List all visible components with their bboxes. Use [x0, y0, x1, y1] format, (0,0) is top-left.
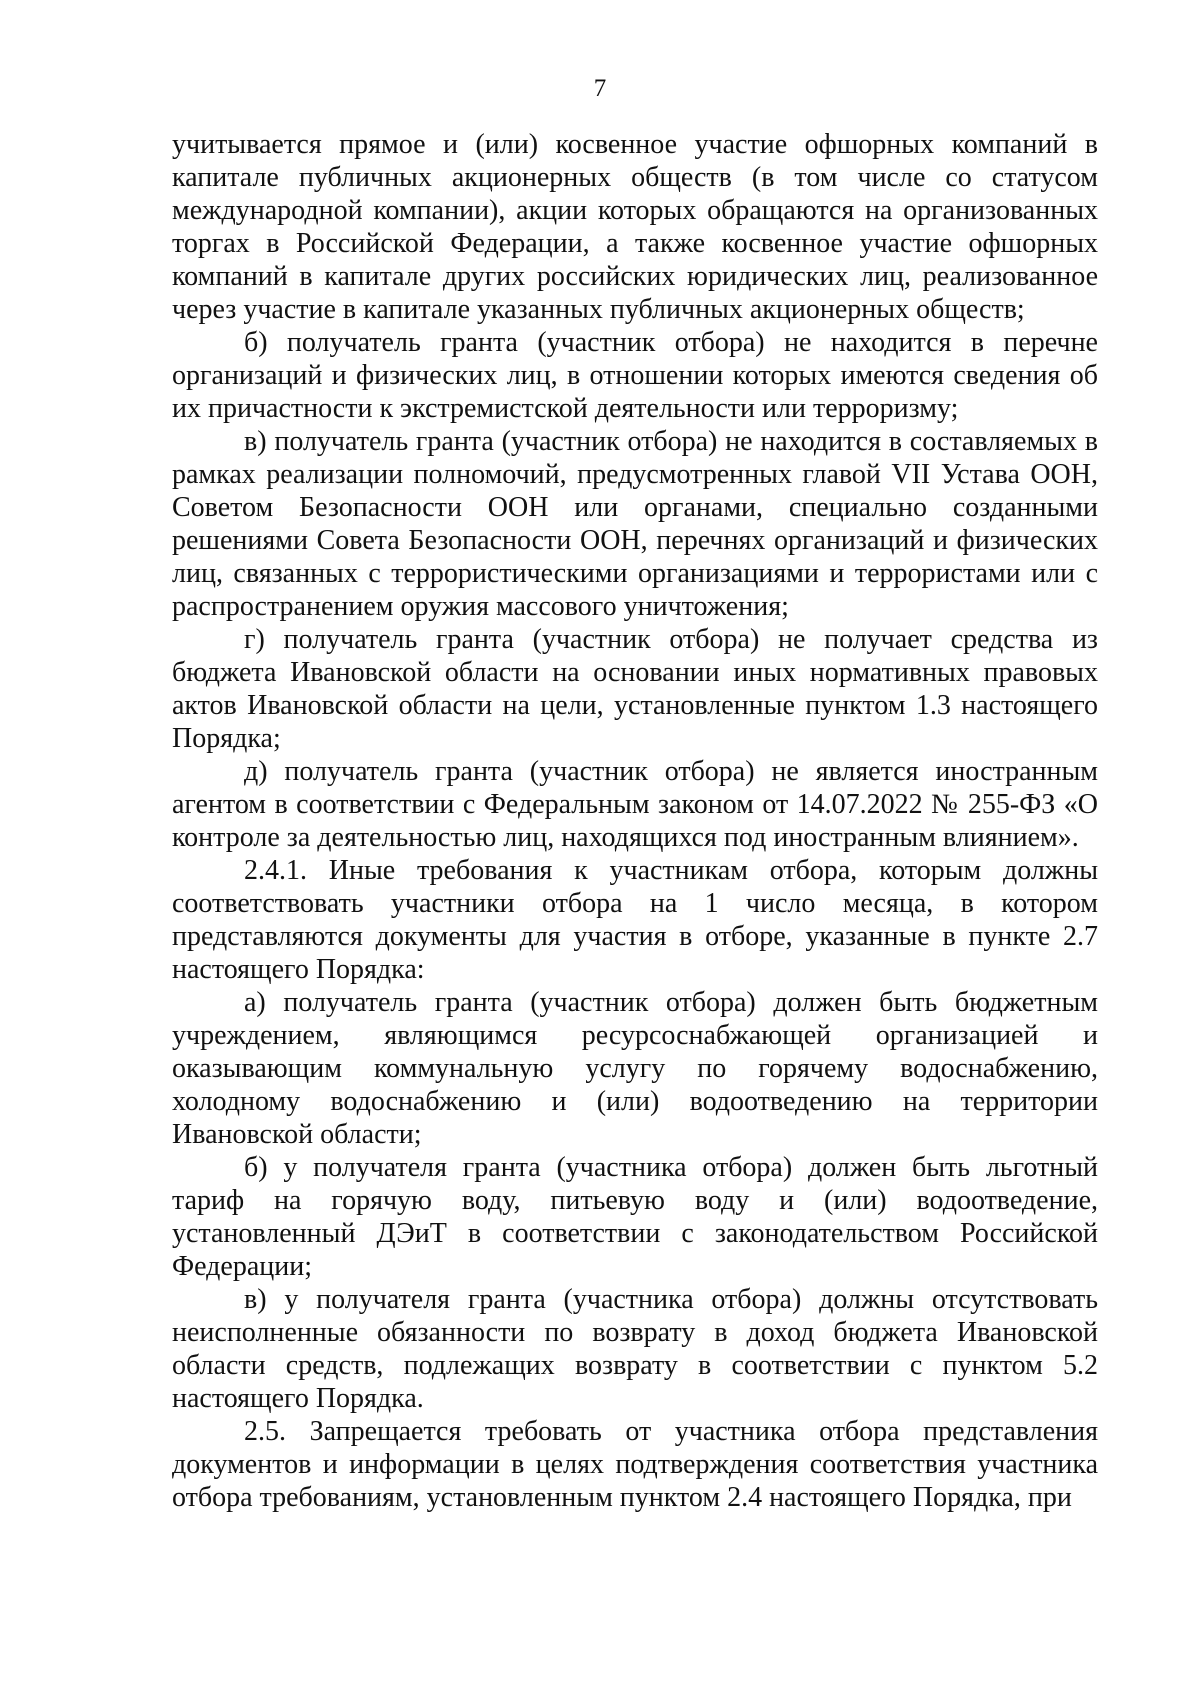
paragraph-item-g-budget-funds: г) получатель гранта (участник отбора) не получает средства из бюджета Ивановской области на основании иных нормативных правовых актов Ивановской области на цели, установленные пунктом 1.3 настоящего Порядка;: [172, 624, 1098, 754]
paragraph-item-a-budget-institution: а) получатель гранта (участник отбора) должен быть бюджетным учреждением, являющимся ресурсоснабжающей организацией и оказывающим коммунальную услугу по горячему водоснабжению, холодному водоснабжению и (или) водоотведению на территории Ивановской области;: [172, 987, 1098, 1150]
paragraph-clause-2-5: 2.5. Запрещается требовать от участника отбора представления документов и информации в целях подтверждения соответствия участника отбора требованиям, установленным пунктом 2.4 настоящего Порядка, при: [172, 1416, 1098, 1513]
paragraph-item-b-extremism-list: б) получатель гранта (участник отбора) не находится в перечне организаций и физических лиц, в отношении которых имеются сведения об их причастности к экстремистской деятельности или терроризму;: [172, 327, 1098, 424]
document-body: [172, 128, 1098, 1514]
paragraph-item-v-un-lists: в) получатель гранта (участник отбора) не находится в составляемых в рамках реализации полномочий, предусмотренных главой VII Устава ООН, Советом Безопасности ООН или органами, специально созданными решениями Совета Безопасности ООН, перечнях организаций и физических лиц, связанных с террористическими организациями и террористами или с распространением оружия массового уничтожения;: [172, 426, 1098, 622]
paragraph-offshore-participation: учитывается прямое и (или) косвенное участие офшорных компаний в капитале публичных акционерных обществ (в том числе со статусом международной компании), акции которых обращаются на организованных торгах в Российской Федерации, а также косвенное участие офшорных компаний в капитале других российских юридических лиц, реализованное через участие в капитале указанных публичных акционерных обществ;: [172, 129, 1098, 325]
paragraph-item-b-preferential-tariff: б) у получателя гранта (участника отбора) должен быть льготный тариф на горячую воду, питьевую воду и (или) водоотведение, установленный ДЭиТ в соответствии с законодательством Российской Федерации;: [172, 1152, 1098, 1282]
page-number: 7: [593, 75, 607, 102]
paragraph-item-d-foreign-agent: д) получатель гранта (участник отбора) не является иностранным агентом в соответствии с Федеральным законом от 14.07.2022 № 255-ФЗ «О контроле за деятельностью лиц, находящихся под иностранным влиянием».: [172, 756, 1098, 853]
paragraph-item-v-repayment-obligations: в) у получателя гранта (участника отбора) должны отсутствовать неисполненные обязанности по возврату в доход бюджета Ивановской области средств, подлежащих возврату в соответствии с пунктом 5.2 настоящего Порядка.: [172, 1284, 1098, 1414]
paragraph-clause-2-4-1: 2.4.1. Иные требования к участникам отбора, которым должны соответствовать участники отбора на 1 число месяца, в котором представляются документы для участия в отборе, указанные в пункте 2.7 настоящего Порядка:: [172, 855, 1098, 985]
